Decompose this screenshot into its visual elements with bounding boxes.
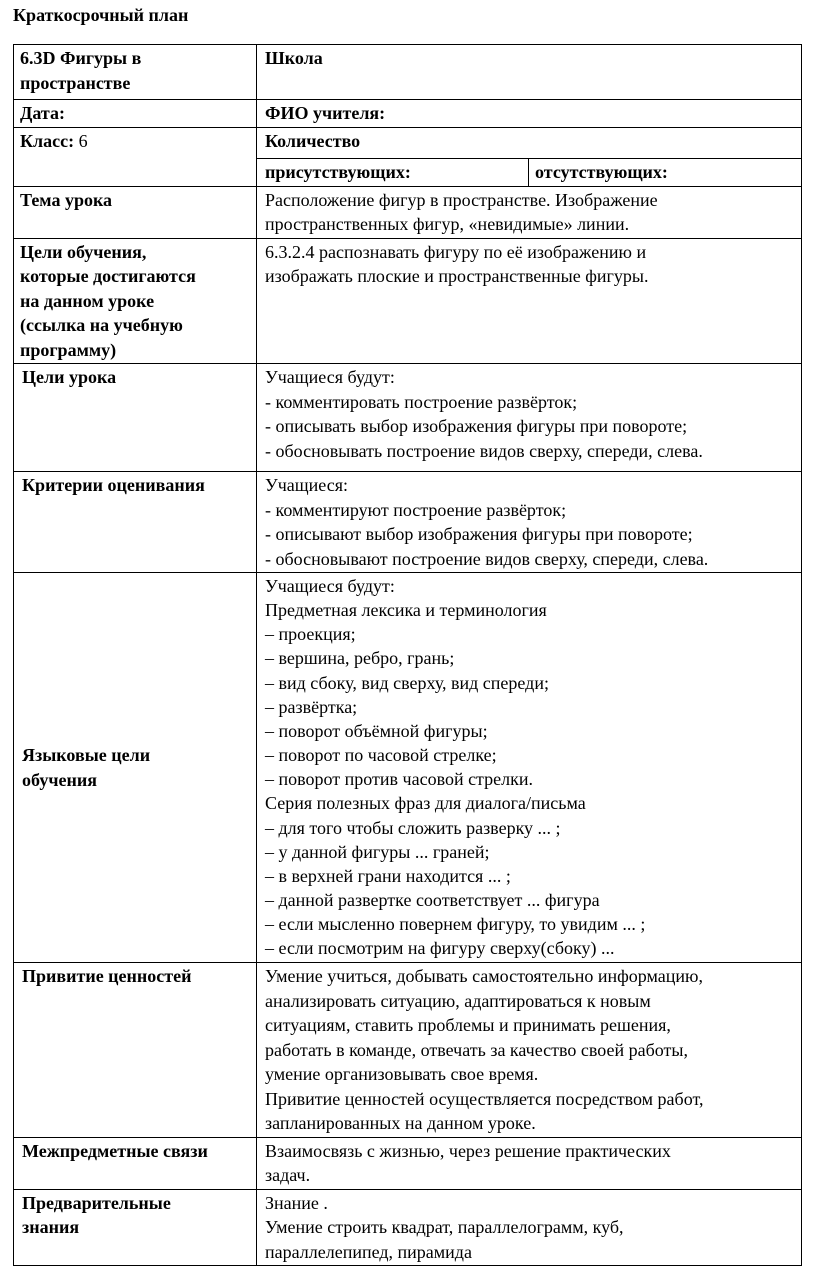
header-row-class (14, 127, 802, 158)
lesson-objectives-line: Учащиеся будут: (265, 367, 395, 387)
values-line: Умение учиться, добывать самостоятельно информацию, (265, 966, 703, 986)
row-assessment-criteria (14, 472, 802, 573)
cross-curricular-content (257, 1137, 802, 1189)
values-content (257, 963, 802, 1138)
teacher-cell: ФИО учителя: (257, 100, 802, 128)
cross-curricular-line: Взаимосвязь с жизнью, через решение практических (265, 1140, 671, 1161)
prior-knowledge-content (257, 1189, 802, 1266)
prior-knowledge-line: Знание . (265, 1192, 328, 1213)
lesson-topic-label: Тема урока (14, 186, 257, 238)
row-learning-objectives (14, 238, 802, 364)
values-line: запланированных на данном уроке. (265, 1113, 536, 1133)
language-objectives-line: – поворот по часовой стрелке; (265, 745, 497, 766)
prior-knowledge-line: параллелепипед, пирамида (265, 1241, 472, 1262)
language-objectives-line: – если мысленно повернем фигуру, то увидим ... ; (265, 914, 646, 935)
assessment-criteria-line: - обосновывают построение видов сверху, спереди, слева. (265, 548, 709, 569)
class-value: 6 (78, 130, 88, 151)
values-line: работать в команде, отвечать за качество своей работы, (265, 1039, 688, 1060)
lesson-objectives-line: - комментировать построение развёрток; (265, 391, 578, 412)
language-objectives-label (14, 573, 257, 963)
header-row-topic (14, 45, 802, 100)
language-objectives-line: Серия полезных фраз для диалога/письма (265, 793, 586, 814)
date-cell: Дата: (14, 100, 257, 128)
absent-cell: отсутствующих: (529, 158, 802, 186)
lesson-objectives-line: - обосновывать построение видов сверху, спереди, слева. (265, 440, 703, 461)
language-objectives-label-line: обучения (22, 769, 97, 790)
learning-objectives-label-line: (ссылка на учебную (20, 315, 183, 335)
values-line: Привитие ценностей осуществляется посредством работ, (265, 1088, 704, 1109)
language-objectives-line: Предметная лексика и терминология (265, 600, 547, 621)
class-label: Класс: (20, 130, 75, 151)
topic-code-cell: 6.3D Фигуры в пространстве (14, 45, 257, 100)
language-objectives-line: – поворот объёмной фигуры; (265, 720, 488, 741)
lesson-topic-line: пространственных фигур, «невидимые» линии. (265, 214, 630, 234)
language-objectives-line: – поворот против часовой стрелки. (265, 769, 533, 790)
row-cross-curricular (14, 1137, 802, 1189)
count-cell: Количество (257, 127, 802, 158)
language-objectives-line: – если посмотрим на фигуру сверху(сбоку) ... (265, 938, 615, 959)
lesson-plan-table (13, 44, 802, 1266)
language-objectives-line: – для того чтобы сложить разверку ... ; (265, 817, 561, 838)
lesson-topic-line: Расположение фигур в пространстве. Изображение (265, 189, 658, 210)
assessment-criteria-line: Учащиеся: (265, 475, 348, 495)
prior-knowledge-label (14, 1189, 257, 1266)
lesson-objectives-line: - описывать выбор изображения фигуры при повороте; (265, 416, 688, 436)
language-objectives-line: – развёртка; (265, 696, 358, 717)
header-row-date (14, 100, 802, 128)
cross-curricular-label: Межпредметные связи (14, 1137, 257, 1189)
lesson-plan-table-wrapper (13, 44, 802, 1266)
row-prior-knowledge (14, 1189, 802, 1266)
learning-objectives-label (14, 238, 257, 364)
language-objectives-line: – вершина, ребро, грань; (265, 648, 455, 669)
assessment-criteria-line: - описывают выбор изображения фигуры при повороте; (265, 524, 693, 544)
values-line: ситуациям, ставить проблемы и принимать решения, (265, 1015, 671, 1035)
learning-objectives-label-line: которые достигаются (20, 266, 196, 286)
prior-knowledge-label-line: Предварительные (22, 1192, 171, 1213)
row-lesson-topic (14, 186, 802, 238)
present-cell: присутствующих: (257, 158, 529, 186)
assessment-criteria-content (257, 472, 802, 573)
cross-curricular-line: задач. (265, 1165, 311, 1185)
row-values (14, 963, 802, 1138)
values-line: умение организовывать свое время. (265, 1064, 539, 1084)
language-objectives-line: – у данной фигуры ... граней; (265, 841, 490, 862)
language-objectives-label-line: Языковые цели (22, 745, 151, 765)
language-objectives-line: Учащиеся будут: (265, 576, 395, 596)
language-objectives-line: – данной развертке соответствует ... фигура (265, 890, 600, 911)
prior-knowledge-label-line: знания (22, 1217, 80, 1237)
school-cell: Школа (257, 45, 802, 100)
learning-objectives-label-line: программу) (20, 339, 117, 360)
language-objectives-line: – проекция; (265, 624, 356, 645)
learning-objectives-label-line: на данном уроке (20, 290, 155, 311)
learning-objectives-label-line: Цели обучения, (20, 241, 147, 262)
class-cell (14, 127, 257, 186)
learning-objectives-line: 6.3.2.4 распознавать фигуру по её изображению и (265, 241, 647, 262)
document-title: Краткосрочный план (13, 5, 189, 25)
language-objectives-line: – в верхней грани находится ... ; (265, 865, 511, 886)
learning-objectives-content (257, 238, 802, 364)
lesson-topic-content (257, 186, 802, 238)
values-line: анализировать ситуацию, адаптироваться к новым (265, 990, 651, 1011)
assessment-criteria-label: Критерии оценивания (14, 472, 257, 573)
language-objectives-line: – вид сбоку, вид сверху, вид спереди; (265, 672, 549, 693)
prior-knowledge-line: Умение строить квадрат, параллелограмм, куб, (265, 1217, 624, 1237)
learning-objectives-line: изображать плоские и пространственные фигуры. (265, 266, 649, 286)
row-lesson-objectives (14, 364, 802, 472)
lesson-objectives-content (257, 364, 802, 472)
assessment-criteria-line: - комментируют построение развёрток; (265, 499, 567, 520)
lesson-objectives-label: Цели урока (14, 364, 257, 472)
values-label: Привитие ценностей (14, 963, 257, 1138)
language-objectives-content (257, 573, 802, 963)
row-language-objectives (14, 573, 802, 963)
